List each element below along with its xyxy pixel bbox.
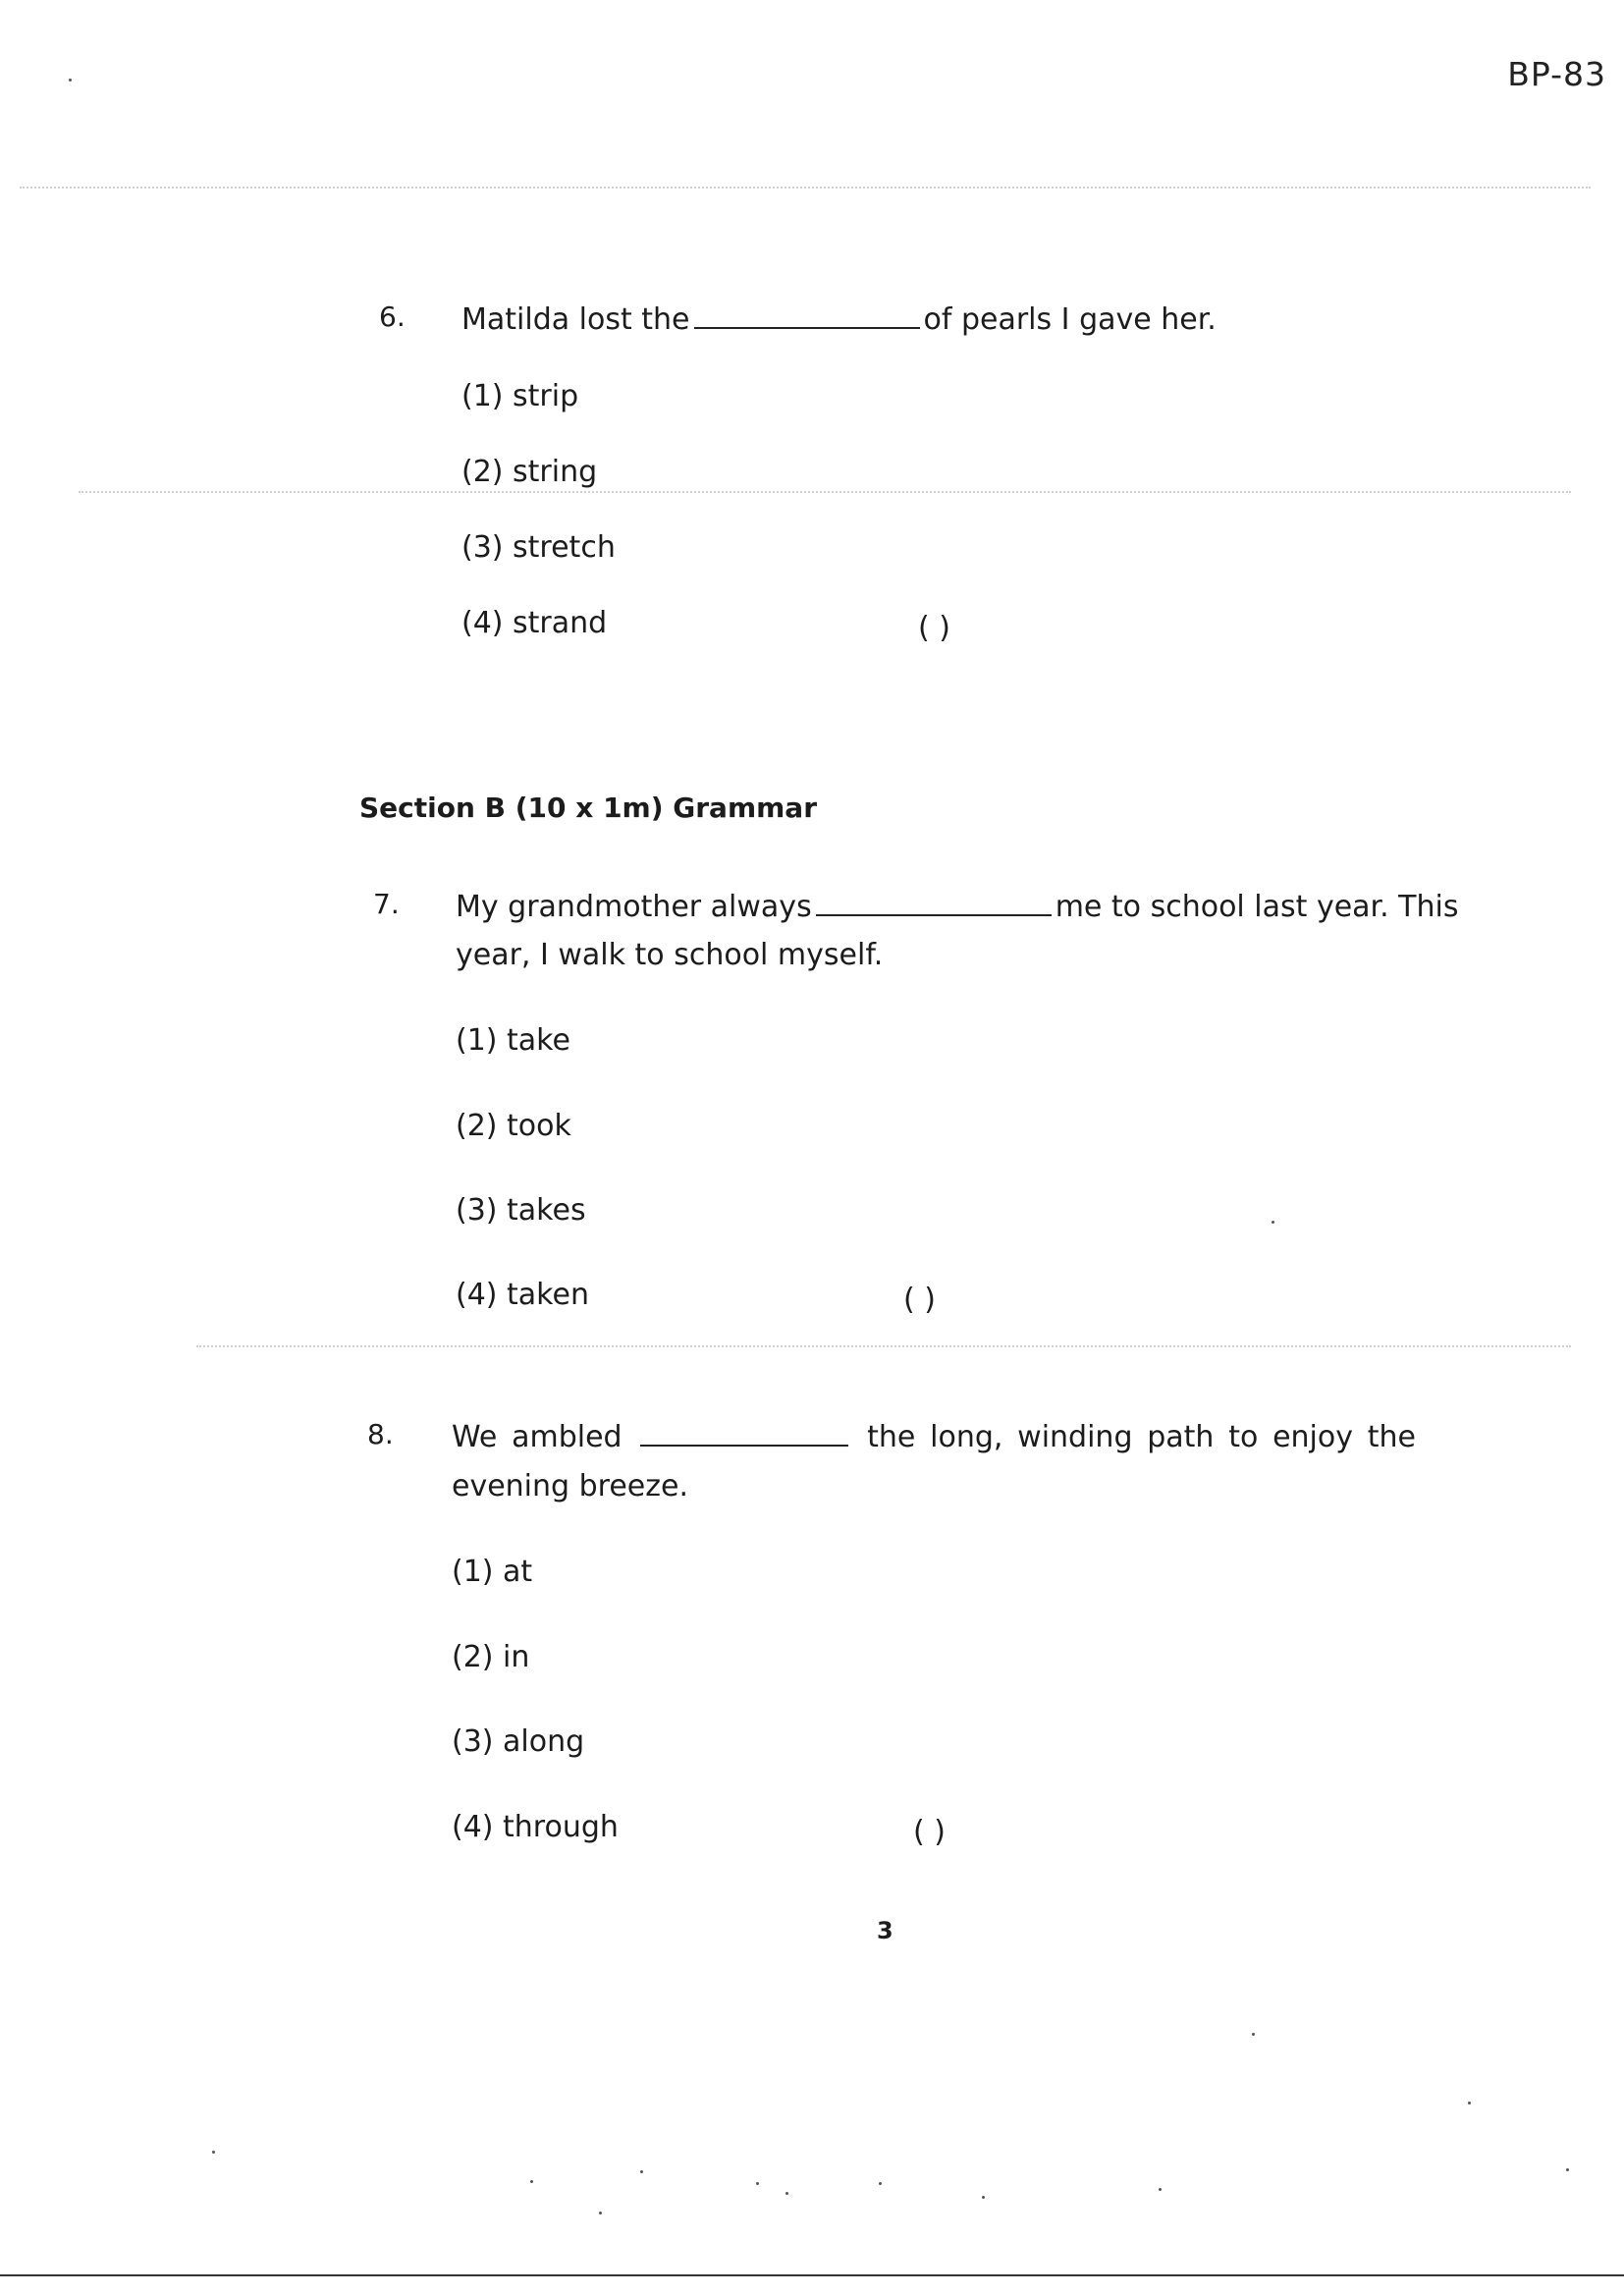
bottom-rule (0, 2274, 1624, 2276)
question-text-before: Matilda lost the (461, 302, 690, 337)
scan-noise (20, 187, 1591, 194)
scan-dot (1468, 2102, 1471, 2105)
option: (1) at (452, 1555, 533, 1589)
answer-bracket: ( ) (913, 1815, 946, 1849)
option: (1) take (456, 1023, 570, 1058)
option: (2) string (461, 455, 598, 489)
answer-bracket: ( ) (903, 1283, 936, 1317)
option: (4) taken (456, 1278, 589, 1312)
question-text-line2: evening breeze. (452, 1469, 688, 1503)
question-text-before: We ambled (452, 1420, 623, 1454)
question-text (461, 302, 1217, 337)
question-text (456, 890, 1459, 924)
option: (1) strip (461, 379, 579, 413)
scan-dot (69, 79, 72, 82)
answer-blank (694, 326, 920, 329)
scan-dot (982, 2196, 985, 2199)
question-number: 8. (367, 1418, 394, 1450)
scan-dot (785, 2192, 788, 2195)
scan-dot (1566, 2168, 1569, 2171)
scan-noise (79, 491, 1571, 499)
option: (2) in (452, 1640, 530, 1674)
question-text-after: me to school last year. This (1055, 890, 1459, 924)
scan-dot (599, 2212, 602, 2214)
question-line (452, 1420, 1416, 1454)
option: (3) along (452, 1724, 585, 1759)
option: (2) took (456, 1109, 571, 1143)
question-text-after: of pearls I gave her. (923, 302, 1217, 337)
answer-blank (640, 1444, 848, 1447)
scan-dot (640, 2170, 643, 2173)
scan-noise (196, 1345, 1571, 1353)
scan-dot (1159, 2188, 1162, 2191)
option: (3) takes (456, 1193, 586, 1228)
scan-dot (530, 2180, 533, 2183)
scan-dot (756, 2182, 759, 2185)
question-text (452, 1420, 1416, 1454)
question-text-line2: year, I walk to school myself. (456, 938, 884, 972)
question-text-after: the long, winding path to enjoy the (867, 1420, 1416, 1454)
page-number: 3 (877, 1917, 893, 1944)
option: (4) through (452, 1810, 619, 1844)
question-text-before: My grandmother always (456, 890, 812, 924)
scan-dot (1252, 2033, 1255, 2036)
section-heading: Section B (10 x 1m) Grammar (359, 792, 818, 824)
answer-blank (816, 913, 1052, 916)
scan-dot (1272, 1221, 1274, 1224)
answer-bracket: ( ) (918, 611, 950, 645)
question-number: 6. (379, 301, 406, 333)
option: (4) strand (461, 606, 608, 640)
scan-dot (212, 2151, 215, 2154)
option: (3) stretch (461, 530, 616, 565)
page-code: BP-83 (1507, 55, 1606, 93)
question-number: 7. (373, 888, 400, 920)
scan-dot (879, 2182, 882, 2185)
